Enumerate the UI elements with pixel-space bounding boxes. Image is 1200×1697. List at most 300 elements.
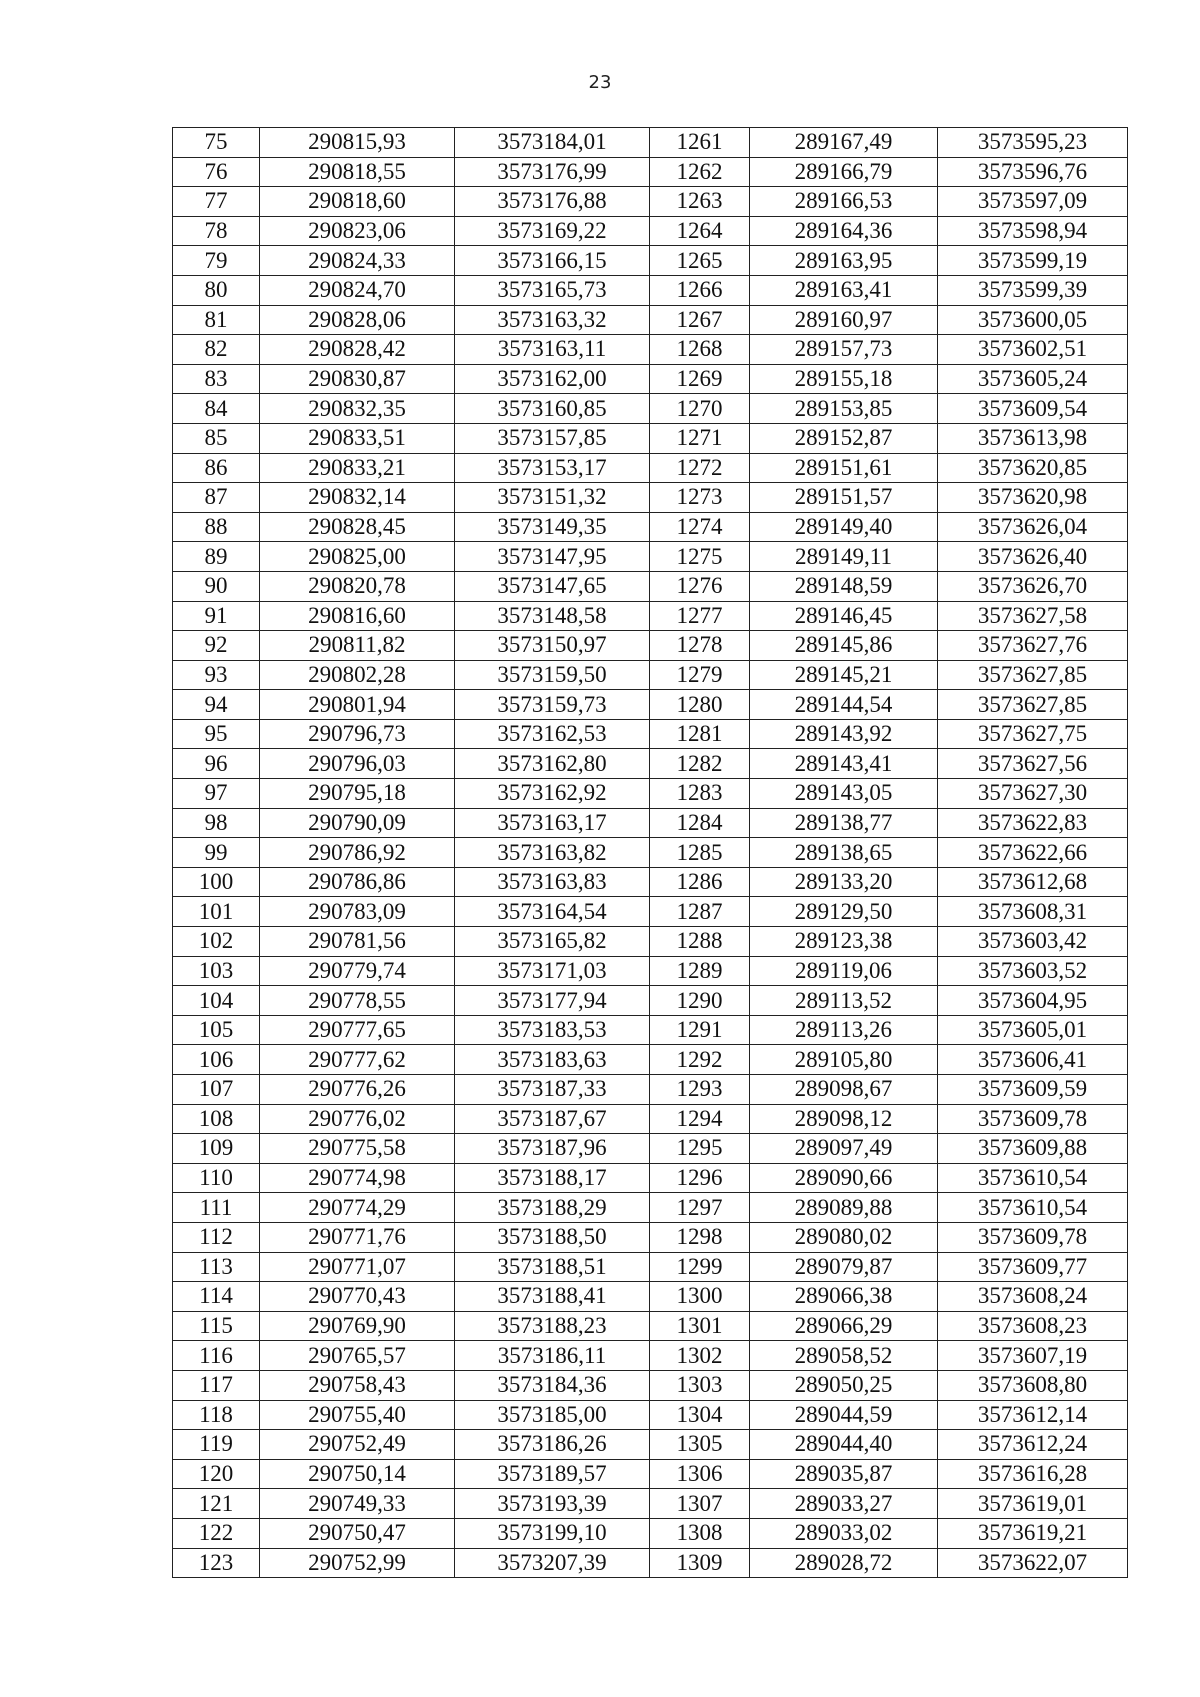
y-coordinate-cell: 3573162,00 [455, 364, 650, 394]
table-row [173, 1015, 1128, 1045]
y-coordinate-cell: 3573612,14 [938, 1400, 1128, 1430]
x-coordinate-cell: 289080,02 [750, 1222, 938, 1252]
x-coordinate-cell: 289138,77 [750, 808, 938, 838]
y-coordinate-cell: 3573626,40 [938, 542, 1128, 572]
y-coordinate-cell: 3573599,39 [938, 275, 1128, 305]
x-coordinate-cell: 290771,07 [260, 1252, 455, 1282]
x-coordinate-cell: 290781,56 [260, 927, 455, 957]
y-coordinate-cell: 3573627,30 [938, 779, 1128, 809]
y-coordinate-cell: 3573159,50 [455, 660, 650, 690]
table-row [173, 1163, 1128, 1193]
point-number-cell: 86 [173, 453, 260, 483]
table-row [173, 216, 1128, 246]
x-coordinate-cell: 289148,59 [750, 571, 938, 601]
y-coordinate-cell: 3573183,53 [455, 1015, 650, 1045]
x-coordinate-cell: 289160,97 [750, 305, 938, 335]
x-coordinate-cell: 289149,40 [750, 512, 938, 542]
table-row [173, 1222, 1128, 1252]
y-coordinate-cell: 3573187,67 [455, 1104, 650, 1134]
table-row [173, 423, 1128, 453]
point-number-cell: 106 [173, 1045, 260, 1075]
y-coordinate-cell: 3573163,82 [455, 838, 650, 868]
point-number-cell: 84 [173, 394, 260, 424]
x-coordinate-cell: 289033,27 [750, 1489, 938, 1519]
x-coordinate-cell: 290818,55 [260, 157, 455, 187]
point-number-cell: 99 [173, 838, 260, 868]
x-coordinate-cell: 290796,73 [260, 719, 455, 749]
point-number-cell: 123 [173, 1548, 260, 1578]
point-number-cell: 80 [173, 275, 260, 305]
table-row [173, 1252, 1128, 1282]
point-number-cell: 103 [173, 956, 260, 986]
x-coordinate-cell: 290832,35 [260, 394, 455, 424]
x-coordinate-cell: 290776,02 [260, 1104, 455, 1134]
table-row [173, 690, 1128, 720]
point-number-cell: 1299 [650, 1252, 750, 1282]
table-row [173, 956, 1128, 986]
point-number-cell: 109 [173, 1134, 260, 1164]
x-coordinate-cell: 290777,62 [260, 1045, 455, 1075]
point-number-cell: 1296 [650, 1163, 750, 1193]
point-number-cell: 1281 [650, 719, 750, 749]
point-number-cell: 1276 [650, 571, 750, 601]
y-coordinate-cell: 3573188,17 [455, 1163, 650, 1193]
table-row [173, 897, 1128, 927]
x-coordinate-cell: 289133,20 [750, 867, 938, 897]
y-coordinate-cell: 3573598,94 [938, 216, 1128, 246]
x-coordinate-cell: 290833,21 [260, 453, 455, 483]
y-coordinate-cell: 3573165,73 [455, 275, 650, 305]
x-coordinate-cell: 289144,54 [750, 690, 938, 720]
y-coordinate-cell: 3573605,01 [938, 1015, 1128, 1045]
table-row [173, 157, 1128, 187]
x-coordinate-cell: 289105,80 [750, 1045, 938, 1075]
point-number-cell: 121 [173, 1489, 260, 1519]
y-coordinate-cell: 3573619,21 [938, 1518, 1128, 1548]
y-coordinate-cell: 3573608,23 [938, 1311, 1128, 1341]
y-coordinate-cell: 3573153,17 [455, 453, 650, 483]
y-coordinate-cell: 3573627,85 [938, 690, 1128, 720]
x-coordinate-cell: 290828,45 [260, 512, 455, 542]
table-row [173, 512, 1128, 542]
y-coordinate-cell: 3573603,42 [938, 927, 1128, 957]
point-number-cell: 1289 [650, 956, 750, 986]
point-number-cell: 1305 [650, 1430, 750, 1460]
point-number-cell: 1282 [650, 749, 750, 779]
y-coordinate-cell: 3573163,11 [455, 335, 650, 365]
y-coordinate-cell: 3573608,31 [938, 897, 1128, 927]
point-number-cell: 1298 [650, 1222, 750, 1252]
table-row [173, 1134, 1128, 1164]
point-number-cell: 1301 [650, 1311, 750, 1341]
y-coordinate-cell: 3573159,73 [455, 690, 650, 720]
point-number-cell: 1262 [650, 157, 750, 187]
y-coordinate-cell: 3573603,52 [938, 956, 1128, 986]
y-coordinate-cell: 3573612,68 [938, 867, 1128, 897]
x-coordinate-cell: 289143,41 [750, 749, 938, 779]
y-coordinate-cell: 3573163,83 [455, 867, 650, 897]
point-number-cell: 101 [173, 897, 260, 927]
y-coordinate-cell: 3573186,11 [455, 1341, 650, 1371]
x-coordinate-cell: 289145,86 [750, 631, 938, 661]
x-coordinate-cell: 290824,33 [260, 246, 455, 276]
point-number-cell: 102 [173, 927, 260, 957]
y-coordinate-cell: 3573148,58 [455, 601, 650, 631]
y-coordinate-cell: 3573184,01 [455, 128, 650, 158]
x-coordinate-cell: 289153,85 [750, 394, 938, 424]
x-coordinate-cell: 289166,53 [750, 187, 938, 217]
point-number-cell: 1283 [650, 779, 750, 809]
y-coordinate-cell: 3573622,83 [938, 808, 1128, 838]
point-number-cell: 89 [173, 542, 260, 572]
x-coordinate-cell: 290776,26 [260, 1075, 455, 1105]
table-row [173, 749, 1128, 779]
y-coordinate-cell: 3573207,39 [455, 1548, 650, 1578]
x-coordinate-cell: 289044,40 [750, 1430, 938, 1460]
x-coordinate-cell: 290801,94 [260, 690, 455, 720]
point-number-cell: 1279 [650, 660, 750, 690]
table-row [173, 808, 1128, 838]
y-coordinate-cell: 3573620,98 [938, 483, 1128, 513]
point-number-cell: 1274 [650, 512, 750, 542]
point-number-cell: 117 [173, 1370, 260, 1400]
point-number-cell: 1308 [650, 1518, 750, 1548]
table-row [173, 542, 1128, 572]
y-coordinate-cell: 3573193,39 [455, 1489, 650, 1519]
point-number-cell: 1300 [650, 1282, 750, 1312]
x-coordinate-cell: 289113,52 [750, 986, 938, 1016]
table-row [173, 483, 1128, 513]
y-coordinate-cell: 3573188,41 [455, 1282, 650, 1312]
point-number-cell: 100 [173, 867, 260, 897]
y-coordinate-cell: 3573164,54 [455, 897, 650, 927]
table-row [173, 1548, 1128, 1578]
y-coordinate-cell: 3573627,85 [938, 660, 1128, 690]
point-number-cell: 105 [173, 1015, 260, 1045]
x-coordinate-cell: 289143,05 [750, 779, 938, 809]
table-row [173, 1075, 1128, 1105]
x-coordinate-cell: 289033,02 [750, 1518, 938, 1548]
y-coordinate-cell: 3573189,57 [455, 1459, 650, 1489]
point-number-cell: 1268 [650, 335, 750, 365]
table-row [173, 394, 1128, 424]
point-number-cell: 114 [173, 1282, 260, 1312]
point-number-cell: 1306 [650, 1459, 750, 1489]
point-number-cell: 120 [173, 1459, 260, 1489]
x-coordinate-cell: 289123,38 [750, 927, 938, 957]
x-coordinate-cell: 289143,92 [750, 719, 938, 749]
point-number-cell: 98 [173, 808, 260, 838]
point-number-cell: 1307 [650, 1489, 750, 1519]
table-row [173, 1104, 1128, 1134]
x-coordinate-cell: 289044,59 [750, 1400, 938, 1430]
point-number-cell: 83 [173, 364, 260, 394]
y-coordinate-cell: 3573609,88 [938, 1134, 1128, 1164]
table-row [173, 1045, 1128, 1075]
table-row [173, 246, 1128, 276]
y-coordinate-cell: 3573606,41 [938, 1045, 1128, 1075]
y-coordinate-cell: 3573627,58 [938, 601, 1128, 631]
table-row [173, 1430, 1128, 1460]
x-coordinate-cell: 289090,66 [750, 1163, 938, 1193]
point-number-cell: 119 [173, 1430, 260, 1460]
y-coordinate-cell: 3573147,95 [455, 542, 650, 572]
y-coordinate-cell: 3573596,76 [938, 157, 1128, 187]
y-coordinate-cell: 3573188,51 [455, 1252, 650, 1282]
point-number-cell: 1302 [650, 1341, 750, 1371]
point-number-cell: 1265 [650, 246, 750, 276]
point-number-cell: 1293 [650, 1075, 750, 1105]
y-coordinate-cell: 3573147,65 [455, 571, 650, 601]
point-number-cell: 1261 [650, 128, 750, 158]
x-coordinate-cell: 290811,82 [260, 631, 455, 661]
x-coordinate-cell: 289089,88 [750, 1193, 938, 1223]
point-number-cell: 1288 [650, 927, 750, 957]
y-coordinate-cell: 3573610,54 [938, 1193, 1128, 1223]
point-number-cell: 1295 [650, 1134, 750, 1164]
y-coordinate-cell: 3573626,70 [938, 571, 1128, 601]
table-row [173, 1311, 1128, 1341]
y-coordinate-cell: 3573188,23 [455, 1311, 650, 1341]
x-coordinate-cell: 290786,86 [260, 867, 455, 897]
point-number-cell: 1280 [650, 690, 750, 720]
x-coordinate-cell: 289097,49 [750, 1134, 938, 1164]
table-row [173, 1489, 1128, 1519]
y-coordinate-cell: 3573608,24 [938, 1282, 1128, 1312]
y-coordinate-cell: 3573620,85 [938, 453, 1128, 483]
x-coordinate-cell: 290828,42 [260, 335, 455, 365]
table-row [173, 660, 1128, 690]
table-row [173, 1341, 1128, 1371]
y-coordinate-cell: 3573160,85 [455, 394, 650, 424]
point-number-cell: 97 [173, 779, 260, 809]
y-coordinate-cell: 3573183,63 [455, 1045, 650, 1075]
x-coordinate-cell: 290816,60 [260, 601, 455, 631]
x-coordinate-cell: 289079,87 [750, 1252, 938, 1282]
x-coordinate-cell: 289050,25 [750, 1370, 938, 1400]
x-coordinate-cell: 289138,65 [750, 838, 938, 868]
x-coordinate-cell: 289163,95 [750, 246, 938, 276]
y-coordinate-cell: 3573605,24 [938, 364, 1128, 394]
point-number-cell: 110 [173, 1163, 260, 1193]
x-coordinate-cell: 289113,26 [750, 1015, 938, 1045]
x-coordinate-cell: 290778,55 [260, 986, 455, 1016]
point-number-cell: 1290 [650, 986, 750, 1016]
table-row [173, 275, 1128, 305]
x-coordinate-cell: 290815,93 [260, 128, 455, 158]
point-number-cell: 1286 [650, 867, 750, 897]
x-coordinate-cell: 290779,74 [260, 956, 455, 986]
y-coordinate-cell: 3573166,15 [455, 246, 650, 276]
y-coordinate-cell: 3573602,51 [938, 335, 1128, 365]
table-row [173, 364, 1128, 394]
table-row [173, 779, 1128, 809]
point-number-cell: 1284 [650, 808, 750, 838]
table-row [173, 601, 1128, 631]
point-number-cell: 90 [173, 571, 260, 601]
point-number-cell: 116 [173, 1341, 260, 1371]
x-coordinate-cell: 289145,21 [750, 660, 938, 690]
y-coordinate-cell: 3573627,76 [938, 631, 1128, 661]
y-coordinate-cell: 3573609,77 [938, 1252, 1128, 1282]
point-number-cell: 1275 [650, 542, 750, 572]
x-coordinate-cell: 290777,65 [260, 1015, 455, 1045]
y-coordinate-cell: 3573150,97 [455, 631, 650, 661]
y-coordinate-cell: 3573609,78 [938, 1222, 1128, 1252]
table-row [173, 335, 1128, 365]
x-coordinate-cell: 289166,79 [750, 157, 938, 187]
point-number-cell: 1278 [650, 631, 750, 661]
y-coordinate-cell: 3573162,92 [455, 779, 650, 809]
x-coordinate-cell: 290749,33 [260, 1489, 455, 1519]
point-number-cell: 1291 [650, 1015, 750, 1045]
y-coordinate-cell: 3573176,99 [455, 157, 650, 187]
x-coordinate-cell: 290769,90 [260, 1311, 455, 1341]
x-coordinate-cell: 289163,41 [750, 275, 938, 305]
y-coordinate-cell: 3573609,59 [938, 1075, 1128, 1105]
y-coordinate-cell: 3573607,19 [938, 1341, 1128, 1371]
y-coordinate-cell: 3573187,96 [455, 1134, 650, 1164]
y-coordinate-cell: 3573622,07 [938, 1548, 1128, 1578]
point-number-cell: 115 [173, 1311, 260, 1341]
y-coordinate-cell: 3573165,82 [455, 927, 650, 957]
x-coordinate-cell: 289152,87 [750, 423, 938, 453]
x-coordinate-cell: 289119,06 [750, 956, 938, 986]
y-coordinate-cell: 3573199,10 [455, 1518, 650, 1548]
point-number-cell: 1297 [650, 1193, 750, 1223]
x-coordinate-cell: 290828,06 [260, 305, 455, 335]
x-coordinate-cell: 290796,03 [260, 749, 455, 779]
table-row [173, 305, 1128, 335]
x-coordinate-cell: 289164,36 [750, 216, 938, 246]
x-coordinate-cell: 290752,49 [260, 1430, 455, 1460]
x-coordinate-cell: 289146,45 [750, 601, 938, 631]
point-number-cell: 1264 [650, 216, 750, 246]
point-number-cell: 1273 [650, 483, 750, 513]
point-number-cell: 1304 [650, 1400, 750, 1430]
x-coordinate-cell: 290758,43 [260, 1370, 455, 1400]
x-coordinate-cell: 290752,99 [260, 1548, 455, 1578]
coordinates-table [172, 127, 1128, 1578]
table-row [173, 986, 1128, 1016]
point-number-cell: 108 [173, 1104, 260, 1134]
point-number-cell: 82 [173, 335, 260, 365]
point-number-cell: 1285 [650, 838, 750, 868]
y-coordinate-cell: 3573609,78 [938, 1104, 1128, 1134]
x-coordinate-cell: 290830,87 [260, 364, 455, 394]
table-row [173, 1400, 1128, 1430]
point-number-cell: 1271 [650, 423, 750, 453]
x-coordinate-cell: 290802,28 [260, 660, 455, 690]
x-coordinate-cell: 290774,29 [260, 1193, 455, 1223]
table-row [173, 187, 1128, 217]
point-number-cell: 1287 [650, 897, 750, 927]
table-row [173, 867, 1128, 897]
table-row [173, 1193, 1128, 1223]
x-coordinate-cell: 289058,52 [750, 1341, 938, 1371]
point-number-cell: 1272 [650, 453, 750, 483]
y-coordinate-cell: 3573176,88 [455, 187, 650, 217]
point-number-cell: 1277 [650, 601, 750, 631]
y-coordinate-cell: 3573610,54 [938, 1163, 1128, 1193]
y-coordinate-cell: 3573595,23 [938, 128, 1128, 158]
point-number-cell: 118 [173, 1400, 260, 1430]
point-number-cell: 87 [173, 483, 260, 513]
table-row [173, 1459, 1128, 1489]
x-coordinate-cell: 290795,18 [260, 779, 455, 809]
point-number-cell: 104 [173, 986, 260, 1016]
x-coordinate-cell: 290823,06 [260, 216, 455, 246]
x-coordinate-cell: 289028,72 [750, 1548, 938, 1578]
point-number-cell: 122 [173, 1518, 260, 1548]
y-coordinate-cell: 3573188,29 [455, 1193, 650, 1223]
x-coordinate-cell: 289098,67 [750, 1075, 938, 1105]
point-number-cell: 92 [173, 631, 260, 661]
x-coordinate-cell: 289098,12 [750, 1104, 938, 1134]
point-number-cell: 95 [173, 719, 260, 749]
x-coordinate-cell: 289035,87 [750, 1459, 938, 1489]
table-row [173, 128, 1128, 158]
x-coordinate-cell: 290770,43 [260, 1282, 455, 1312]
y-coordinate-cell: 3573627,75 [938, 719, 1128, 749]
y-coordinate-cell: 3573184,36 [455, 1370, 650, 1400]
table-row [173, 1370, 1128, 1400]
point-number-cell: 96 [173, 749, 260, 779]
x-coordinate-cell: 289151,57 [750, 483, 938, 513]
x-coordinate-cell: 289157,73 [750, 335, 938, 365]
x-coordinate-cell: 290750,47 [260, 1518, 455, 1548]
point-number-cell: 88 [173, 512, 260, 542]
table-row [173, 453, 1128, 483]
point-number-cell: 79 [173, 246, 260, 276]
y-coordinate-cell: 3573608,80 [938, 1370, 1128, 1400]
x-coordinate-cell: 289066,38 [750, 1282, 938, 1312]
y-coordinate-cell: 3573599,19 [938, 246, 1128, 276]
y-coordinate-cell: 3573171,03 [455, 956, 650, 986]
y-coordinate-cell: 3573149,35 [455, 512, 650, 542]
point-number-cell: 81 [173, 305, 260, 335]
y-coordinate-cell: 3573187,33 [455, 1075, 650, 1105]
x-coordinate-cell: 290775,58 [260, 1134, 455, 1164]
y-coordinate-cell: 3573177,94 [455, 986, 650, 1016]
y-coordinate-cell: 3573612,24 [938, 1430, 1128, 1460]
y-coordinate-cell: 3573619,01 [938, 1489, 1128, 1519]
y-coordinate-cell: 3573188,50 [455, 1222, 650, 1252]
point-number-cell: 1263 [650, 187, 750, 217]
point-number-cell: 93 [173, 660, 260, 690]
coordinates-table-body [173, 128, 1128, 1578]
x-coordinate-cell: 290824,70 [260, 275, 455, 305]
y-coordinate-cell: 3573162,80 [455, 749, 650, 779]
point-number-cell: 112 [173, 1222, 260, 1252]
y-coordinate-cell: 3573169,22 [455, 216, 650, 246]
x-coordinate-cell: 290750,14 [260, 1459, 455, 1489]
point-number-cell: 113 [173, 1252, 260, 1282]
x-coordinate-cell: 290820,78 [260, 571, 455, 601]
table-row [173, 1282, 1128, 1312]
point-number-cell: 107 [173, 1075, 260, 1105]
y-coordinate-cell: 3573609,54 [938, 394, 1128, 424]
table-row [173, 927, 1128, 957]
y-coordinate-cell: 3573151,32 [455, 483, 650, 513]
x-coordinate-cell: 289155,18 [750, 364, 938, 394]
y-coordinate-cell: 3573600,05 [938, 305, 1128, 335]
y-coordinate-cell: 3573626,04 [938, 512, 1128, 542]
x-coordinate-cell: 290771,76 [260, 1222, 455, 1252]
point-number-cell: 1309 [650, 1548, 750, 1578]
point-number-cell: 76 [173, 157, 260, 187]
point-number-cell: 1292 [650, 1045, 750, 1075]
